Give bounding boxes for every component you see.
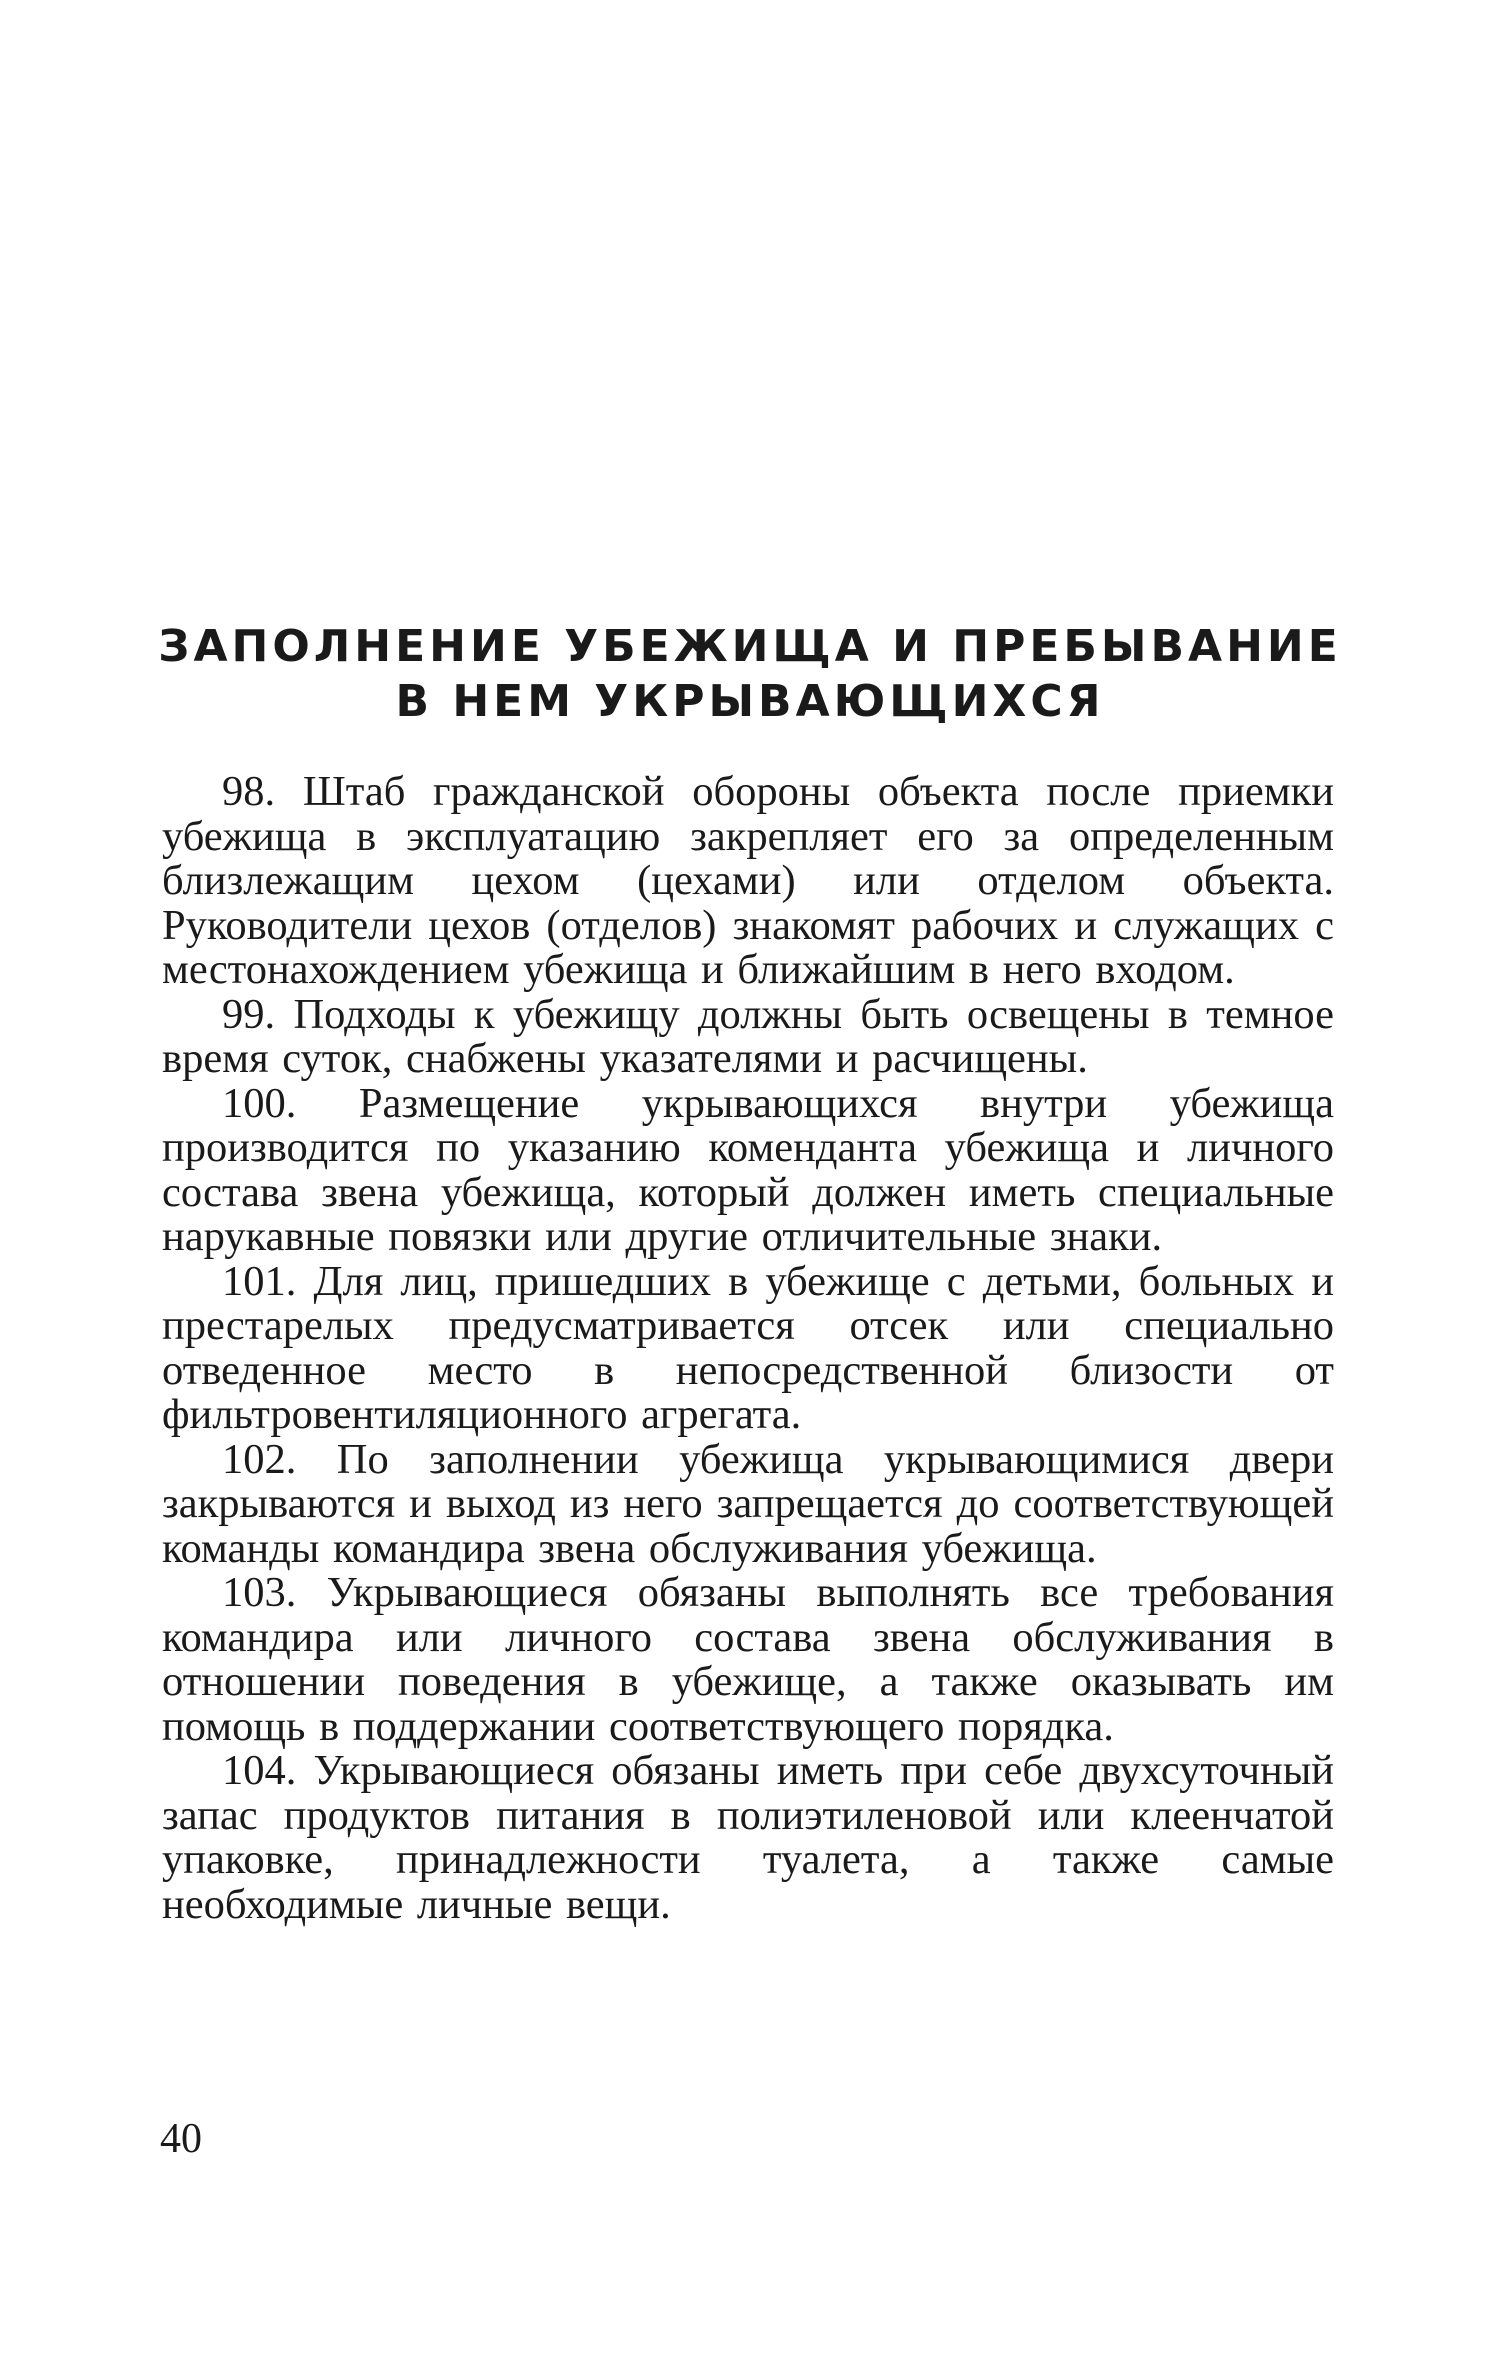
section-heading-line-2: В НЕМ УКРЫВАЮЩИХСЯ bbox=[395, 676, 1105, 727]
paragraph-99: 99. Подходы к убежищу должны быть освещены в темное время суток, снабжены указателями и расчищены. bbox=[162, 990, 1334, 1082]
section-heading-line-1: ЗАПОЛНЕНИЕ УБЕЖИЩА И ПРЕБЫВАНИЕ bbox=[158, 621, 1342, 672]
paragraph-101: 101. Для лиц, пришедших в убежище с детьми, больных и престарелых предусматривается отсек или специально отведенное место в непосредственной близости от фильтровентиляционного агрегата. bbox=[162, 1257, 1334, 1438]
paragraph-102: 102. По заполнении убежища укрывающимися двери закрываются и выход из него запрещается до соответствующей команды командира звена обслуживания убежища. bbox=[162, 1435, 1334, 1572]
body-text bbox=[162, 770, 1334, 1927]
paragraph-103: 103. Укрывающиеся обязаны выполнять все требования командира или личного состава звена обслуживания в отношении поведения в убежище, а также оказывать им помощь в поддержании соответствующего порядка. bbox=[162, 1569, 1334, 1750]
page-number: 40 bbox=[160, 2116, 202, 2162]
paragraph-104: 104. Укрывающиеся обязаны иметь при себе двухсуточный запас продуктов питания в полиэтиленовой или клеенчатой упаковке, принадлежности туалета, а также самые необходимые личные вещи. bbox=[162, 1747, 1334, 1928]
paragraph-98: 98. Штаб гражданской обороны объекта после приемки убежища в эксплуатацию закрепляет его за определенным близлежащим цехом (цехами) или отделом объекта. Руководители цехов (отделов) знакомят рабочих и служащих с местонахождением убежища и ближайшим в него входом. bbox=[162, 768, 1334, 993]
paragraph-100: 100. Размещение укрывающихся внутри убежища производится по указанию коменданта убежища и личного состава звена убежища, который должен иметь специальные нарукавные повязки или другие отличительные знаки. bbox=[162, 1079, 1334, 1260]
